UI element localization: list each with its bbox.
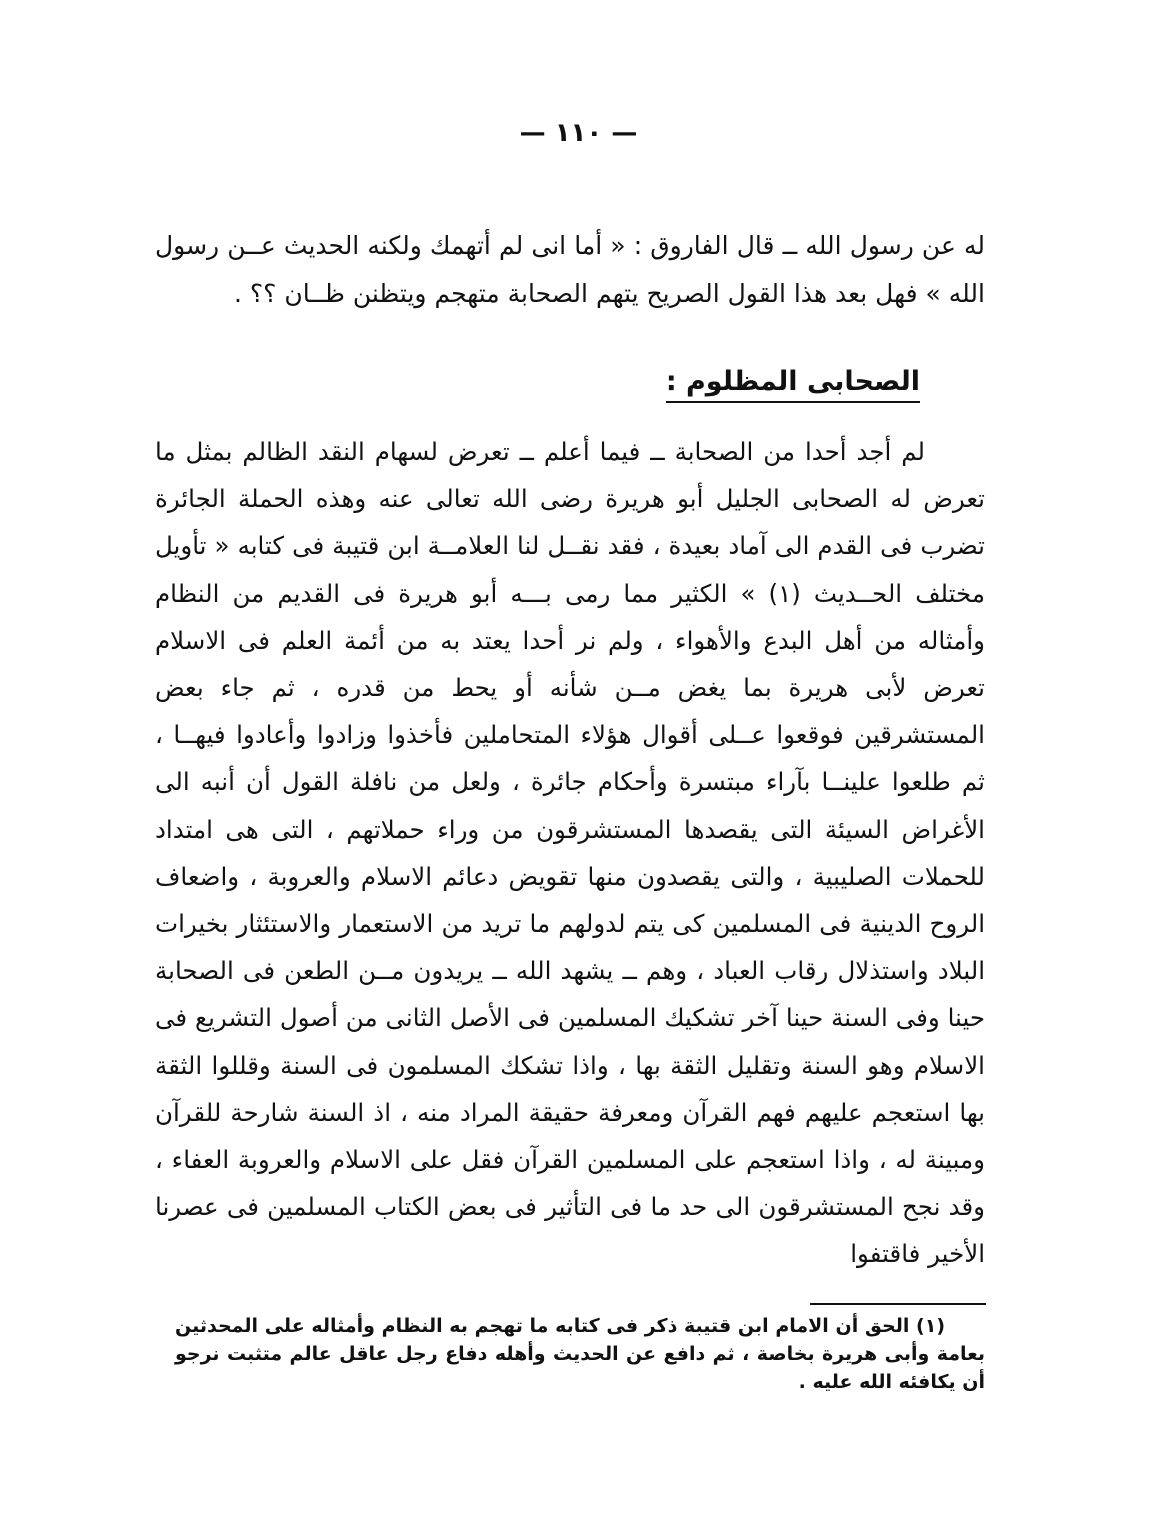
section-heading: الصحابى المظلوم : <box>666 366 920 403</box>
body-paragraph: لم أجد أحدا من الصحابة ــ فيما أعلم ــ تعرض لسهام النقد الظالم بمثل ما تعرض له الصحابى الجليل أبو هريرة رضى الله تعالى عنه وهذه الحملة الجائرة تضرب فى القدم الى آماد بعيدة ، فقد نقــل لنا العلامــة ابن قتيبة فى كتابه « تأويل مختلف الحــديث (١) » الكثير مما رمى بـــه أبو هريرة فى القديم من النظام وأمثاله من أهل البدع والأهواء ، ولم نر أحدا يعتد به من أئمة العلم فى الاسلام تعرض لأبى هريرة بما يغض مــن شأنه أو يحط من قدره ، ثم جاء بعض المستشرقين فوقعوا عــلى أقوال هؤلاء المتحاملين فأخذوا وزادوا وأعادوا فيهــا ، ثم طلعوا علينــا بآراء مبتسرة وأحكام جائرة ، ولعل من نافلة القول أن أنبه الى الأغراض السيئة التى يقصدها المستشرقون من وراء حملاتهم ، التى هى امتداد للحملات الصليبية ، والتى يقصدون منها تقويض دعائم الاسلام والعروبة ، واضعاف الروح الدينية فى المسلمين كى يتم لدولهم ما تريد من الاستعمار والاستئثار بخيرات البلاد واستذلال رقاب العباد ، وهم ــ يشهد الله ــ يريدون مــن الطعن فى الصحابة حينا وفى السنة حينا آخر تشكيك المسلمين فى الأصل الثانى من أصول التشريع فى الاسلام وهو السنة وتقليل الثقة بها ، واذا تشكك المسلمون فى السنة وقللوا الثقة بها استعجم عليهم فهم القرآن ومعرفة حقيقة المراد منه ، اذ السنة شارحة للقرآن ومبينة له ، واذا استعجم على المسلمين القرآن فقل على الاسلام والعروبة العفاء ، وقد نجح المستشرقون الى حد ما فى التأثير فى بعض الكتاب المسلمين فى عصرنا الأخير فاقتفوا <box>155 437 986 1269</box>
page-number: — ١١٠ — <box>519 118 638 148</box>
intro-paragraph-block <box>155 222 985 317</box>
body-paragraph-block <box>155 428 985 1278</box>
footnote-text: (١) الحق أن الامام ابن قتيبة ذكر فى كتابه ما تهجم به النظام وأمثاله على المحدثين بعامة وأبى هريرة بخاصة ، ثم دافع عن الحديث وأهله دفاع رجل عاقل عالم متثبت نرجو أن يكافئه الله عليه . <box>175 1315 985 1393</box>
footnote-block <box>175 1312 985 1396</box>
section-heading-block <box>600 362 920 402</box>
intro-paragraph: له عن رسول الله ــ قال الفاروق : « أما انى لم أتهمك ولكنه الحديث عــن رسول الله » فهل بعد هذا القول الصريح يتهم الصحابة متهجم ويتظنن ظــان ؟؟ . <box>155 231 985 308</box>
footnote-separator <box>810 1303 986 1305</box>
